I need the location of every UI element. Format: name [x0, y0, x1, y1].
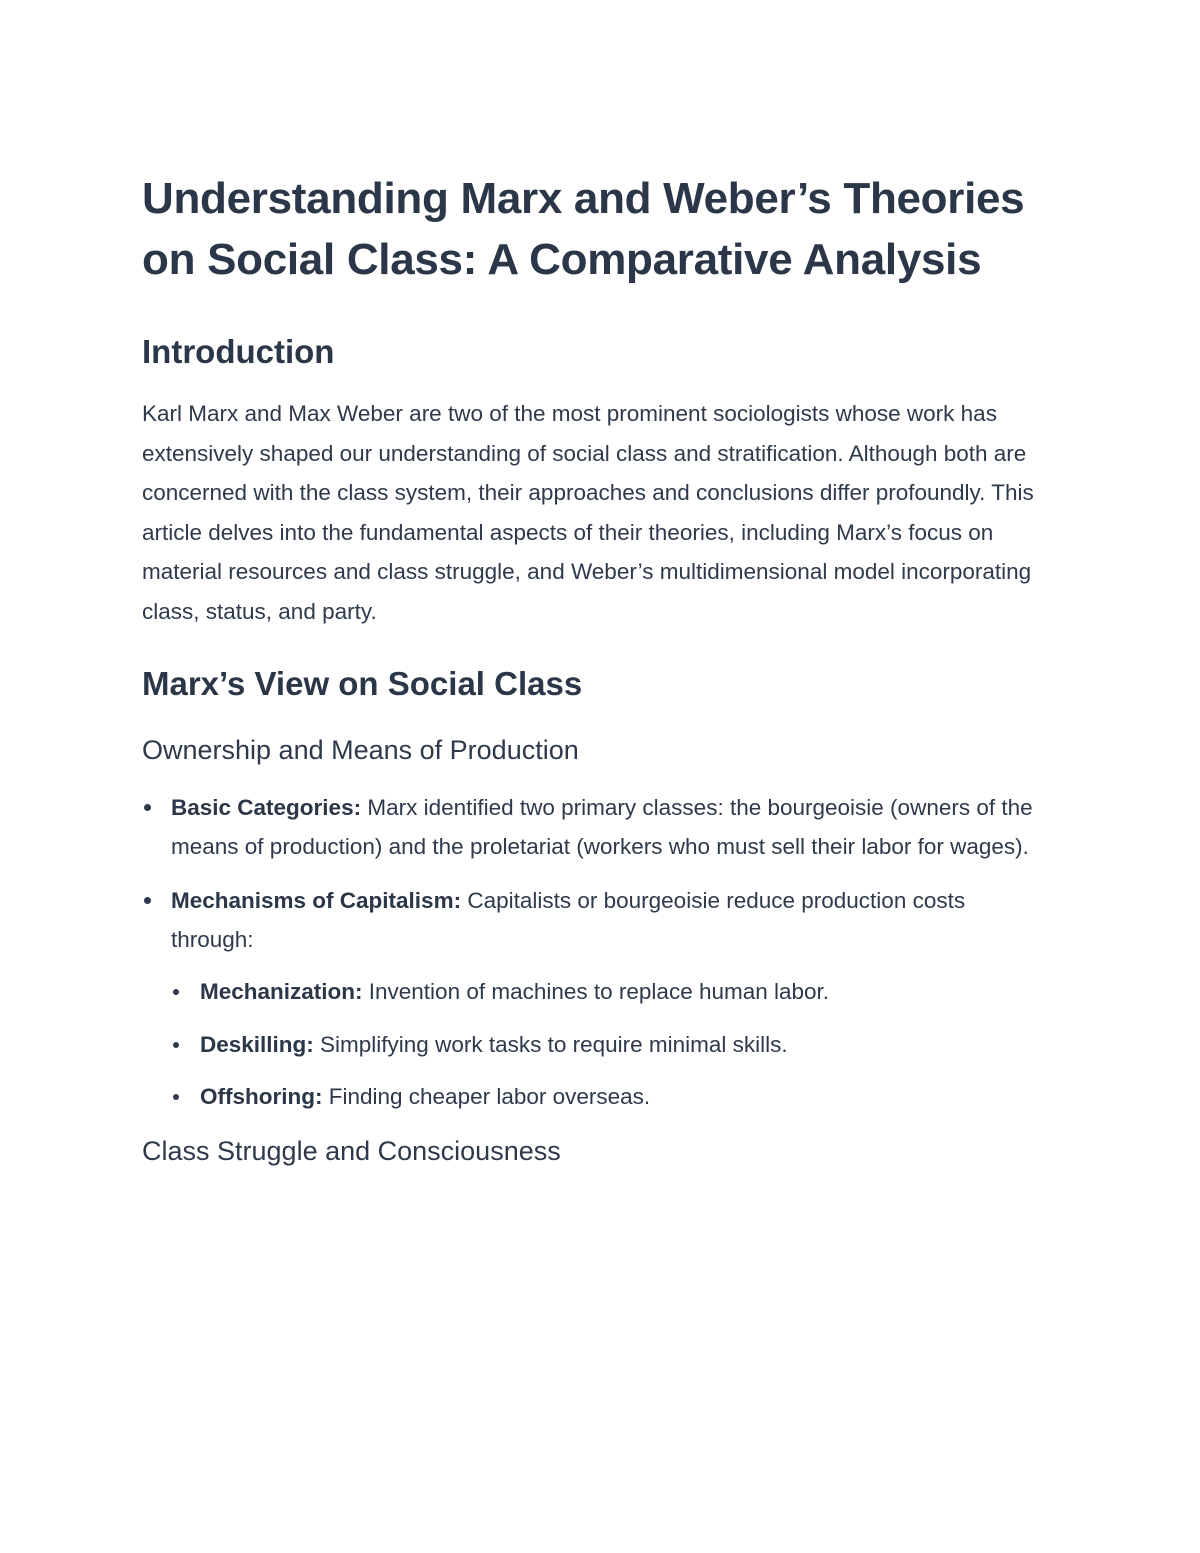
- sublist-item-term: Offshoring:: [200, 1084, 323, 1110]
- bullet-icon: [144, 804, 151, 811]
- ownership-list: [142, 788, 1052, 1117]
- sublist-item-offshoring: [171, 1077, 1052, 1117]
- sublist-item-text: Invention of machines to replace human labor.: [362, 978, 830, 1004]
- list-item-mechanisms-of-capitalism: [142, 881, 1052, 1117]
- list-item-text: Capitalists or bourgeoisie reduce production costs through:: [171, 887, 966, 953]
- bullet-icon: [144, 897, 151, 904]
- list-item-text: Marx identified two primary classes: the bourgeoisie (owners of the means of production) and the proletariat (workers who must sell their labor for wages).: [171, 794, 1033, 860]
- sublist-item-term: Mechanization:: [200, 978, 363, 1004]
- bullet-icon: [173, 989, 179, 995]
- ownership-subheading: Ownership and Means of Production: [142, 734, 579, 765]
- bullet-icon: [173, 1094, 179, 1100]
- sublist-item-text: Simplifying work tasks to require minimal skills.: [313, 1031, 788, 1057]
- sublist-item-mechanization: [171, 972, 1052, 1012]
- introduction-paragraph: Karl Marx and Max Weber are two of the most prominent sociologists whose work has extensively shaped our understanding of social class and stratification. Although both are concerned with the class system, their approaches and conclusions differ profoundly. This article delves into the fundamental aspects of their theories, including Marx’s focus on material resources and class struggle, and Weber’s multidimensional model incorporating class, status, and party.: [142, 401, 1034, 624]
- marx-section-heading: Marx’s View on Social Class: [142, 664, 583, 702]
- sublist-item-term: Deskilling:: [200, 1031, 314, 1057]
- sublist-item-text: Finding cheaper labor overseas.: [322, 1084, 651, 1110]
- introduction-heading: Introduction: [142, 333, 335, 370]
- list-item-term: Basic Categories:: [171, 794, 362, 820]
- document-page: [142, 168, 1052, 1171]
- capitalism-mechanisms-sublist: [171, 972, 1052, 1117]
- sublist-item-deskilling: [171, 1025, 1052, 1065]
- bullet-icon: [173, 1042, 179, 1048]
- list-item-term: Mechanisms of Capitalism:: [171, 887, 462, 913]
- class-struggle-subheading: Class Struggle and Consciousness: [142, 1135, 561, 1166]
- page-title: Understanding Marx and Weber’s Theories on Social Class: A Comparative Analysis: [142, 174, 1025, 284]
- list-item-basic-categories: [142, 788, 1052, 867]
